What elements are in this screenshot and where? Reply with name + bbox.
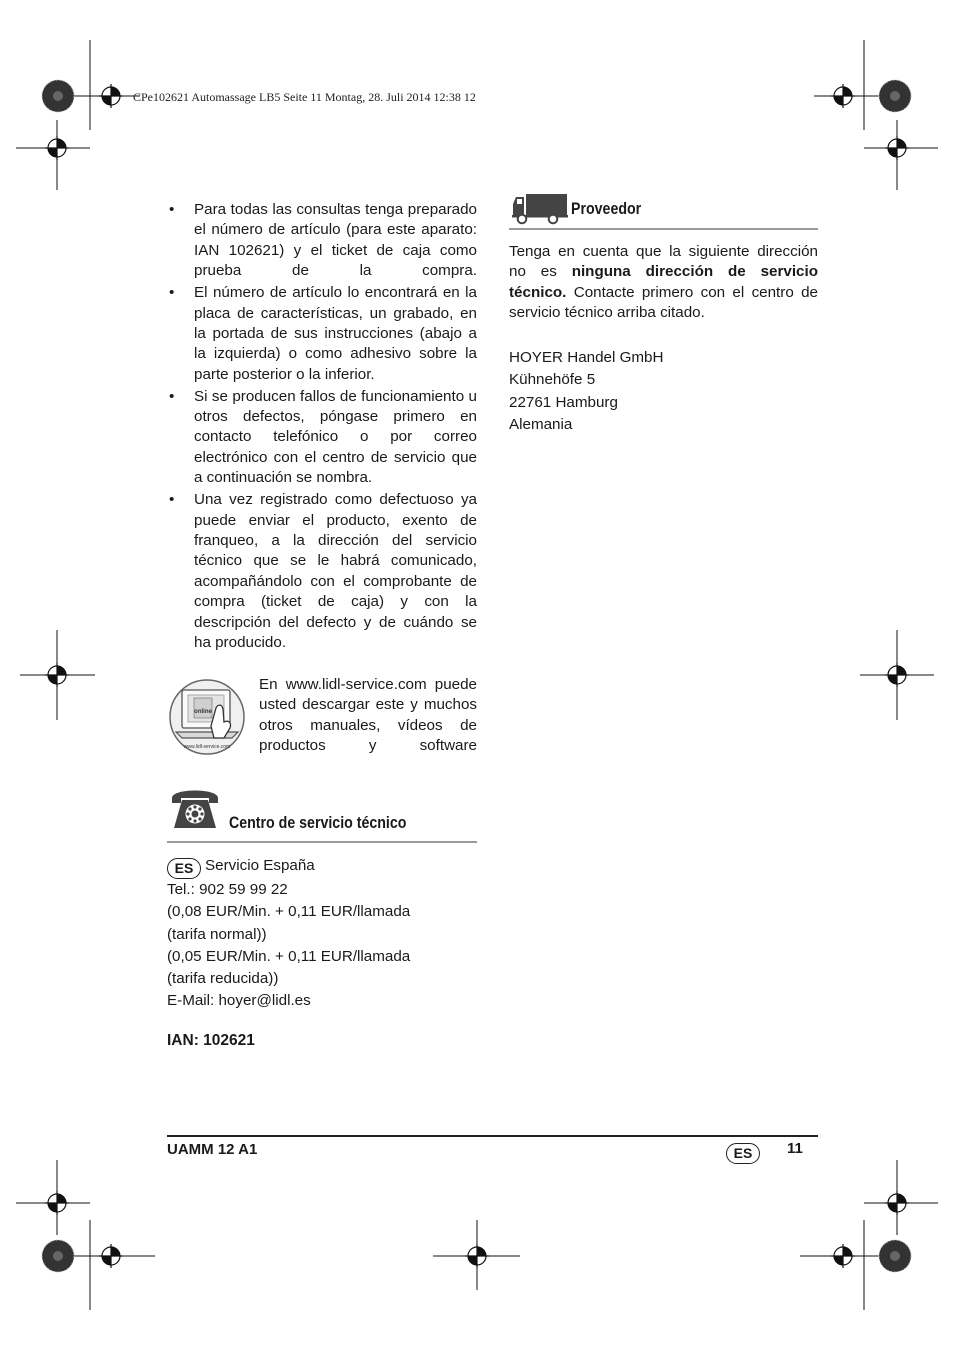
address-line: 22761 Hamburg <box>509 393 618 411</box>
address-line: Alemania <box>509 415 573 433</box>
service-name: Servicio España <box>205 857 315 874</box>
list-item-text: Para todas las consultas tenga preparado el número de artículo (para este aparato: IAN 102621) y el ticket de caja como prueba de la compra. <box>194 201 477 280</box>
service-rate-normal-note: (tarifa normal)) <box>167 925 267 943</box>
section-divider <box>167 841 477 843</box>
ian-number: IAN: 102621 <box>167 1032 255 1049</box>
country-badge-es: ES <box>167 858 201 879</box>
bullet-marker: • <box>169 387 175 405</box>
list-item <box>167 387 477 489</box>
list-item-text: El número de artículo lo encontrará en la placa de características, un grabado, en la portada de sus instrucciones (abajo a la izquierda) o como adhesivo sobre la parte posterior o la inferior. <box>194 284 477 383</box>
service-contact-block <box>167 855 477 1013</box>
supplier-notice <box>509 242 818 324</box>
bullet-marker: • <box>169 201 175 218</box>
footer-language-badge <box>726 1142 760 1164</box>
supplier-notice-text: Tenga en cuenta que la siguiente dirección no es <box>509 243 818 281</box>
address-line: HOYER Handel GmbH <box>509 349 664 366</box>
instructions-bullet-list <box>167 200 477 655</box>
bullet-marker: • <box>169 491 175 509</box>
lidl-service-download-icon <box>168 678 246 756</box>
section-divider <box>509 228 818 230</box>
supplier-notice-emphasis: ninguna dirección de servicio técnico. <box>509 263 819 301</box>
language-badge-es: ES <box>726 1143 760 1164</box>
service-center-heading: Centro de servicio técnico <box>229 814 407 832</box>
svg-text:www.lidl-service.com: www.lidl-service.com <box>183 744 231 750</box>
service-name-line <box>167 855 477 879</box>
service-email: E-Mail: hoyer@lidl.es <box>167 992 311 1010</box>
page-number: 11 <box>787 1140 803 1157</box>
list-item <box>167 283 477 385</box>
list-item-text: Si se producen fallos de funcionamiento u otros defectos, póngase primero en contacto telefónico o por correo electrónico con el centro de servicio que a continuación se nombra. <box>194 387 477 487</box>
footer-divider <box>167 1135 818 1137</box>
lidl-service-note: En www.lidl-service.com puede usted descargar este y muchos otros manuales, vídeos de productos y software <box>259 676 477 755</box>
svg-text:online: online <box>194 709 212 715</box>
service-rate-reduced-note: (tarifa reducida)) <box>167 970 279 988</box>
list-item-text: Una vez registrado como defectuoso ya puede enviar el producto, exento de franqueo, a la dirección del servicio técnico que se le habrá comunicado, acompañándolo con el comprobante de compra (ticket de caja) y con la descripción del defecto y de cuándo se ha producido. <box>194 491 477 652</box>
list-item <box>167 200 477 282</box>
telephone-icon <box>168 784 222 830</box>
print-slug-line: CPe102621 Automassage LB5 Seite 11 Montag, 28. Juli 2014 12:38 12 <box>133 90 476 104</box>
truck-icon <box>512 193 568 225</box>
address-line: Kühnehöfe 5 <box>509 371 596 389</box>
model-number: UAMM 12 A1 <box>167 1141 258 1158</box>
supplier-notice-text: Contacte primero con el centro de servicio técnico arriba citado. <box>509 283 818 322</box>
service-rate-normal: (0,08 EUR/Min. + 0,11 EUR/llamada <box>167 903 411 921</box>
service-phone: Tel.: 902 59 99 22 <box>167 881 288 898</box>
bullet-marker: • <box>169 284 175 302</box>
supplier-address <box>509 347 818 436</box>
service-rate-reduced: (0,05 EUR/Min. + 0,11 EUR/llamada <box>167 947 411 965</box>
supplier-heading: Proveedor <box>571 200 642 218</box>
list-item <box>167 490 477 653</box>
